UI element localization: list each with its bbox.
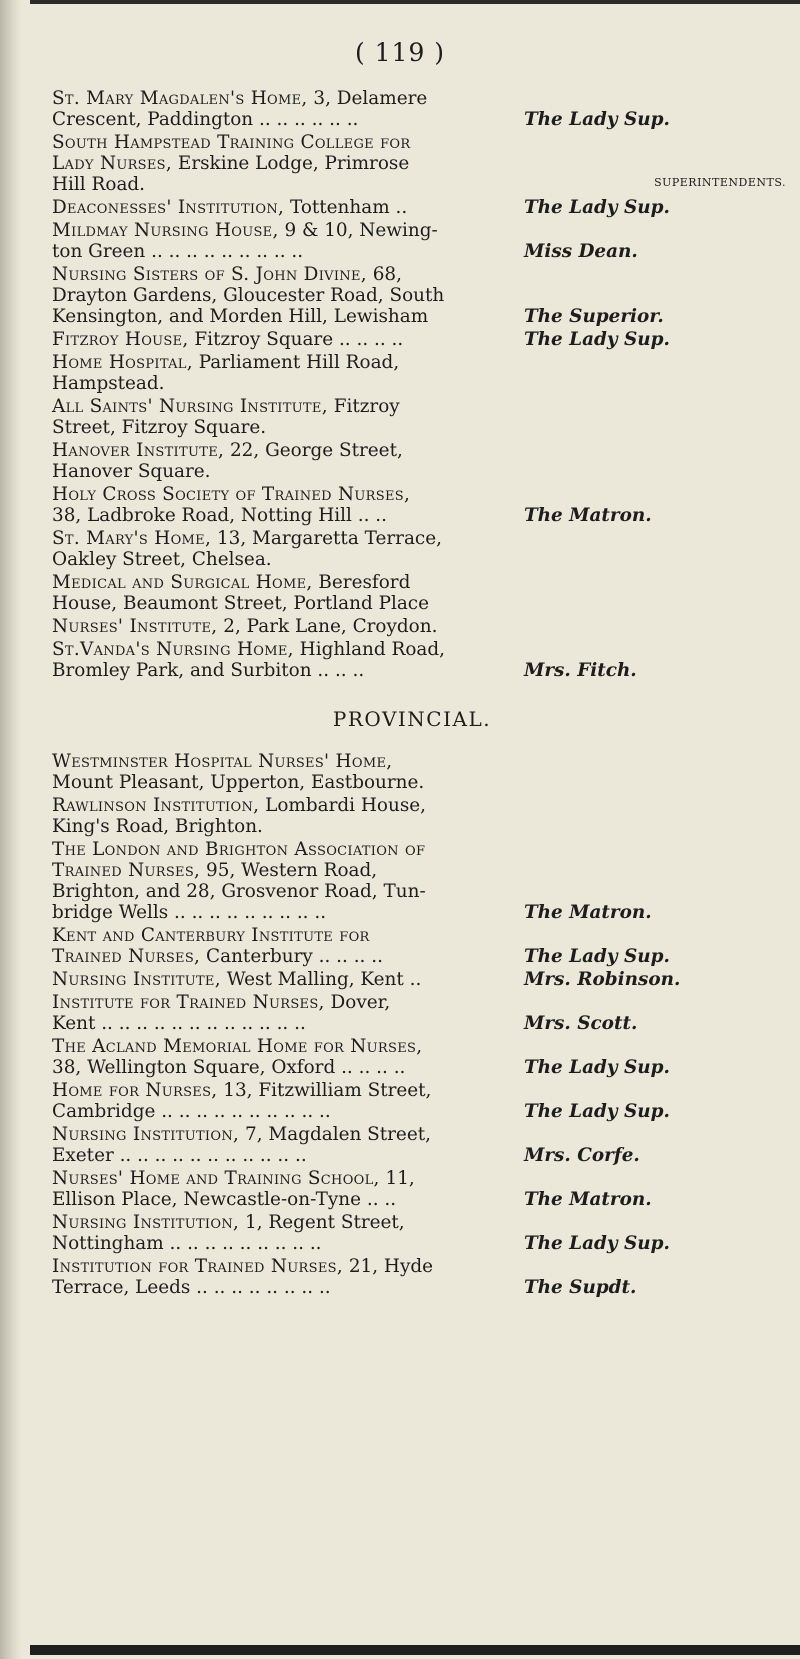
institution-name: The Acland Memorial Home for Nurses, — [52, 1036, 423, 1057]
provincial-section-title: PROVINCIAL. — [332, 707, 492, 731]
directory-entry — [52, 1256, 792, 1298]
directory-entry — [52, 1124, 792, 1166]
entry-line: Drayton Gardens, Gloucester Road, South — [52, 285, 445, 306]
superintendent: Miss Dean. — [524, 241, 638, 262]
directory-entry — [52, 572, 792, 614]
entry-line: Street, Fitzroy Square. — [52, 417, 267, 438]
directory-entry — [52, 1080, 792, 1122]
entry-line: 38, Wellington Square, Oxford .. .. .. .. — [52, 1057, 406, 1078]
superintendent: The Lady Sup. — [524, 1101, 670, 1122]
directory-entry — [52, 639, 792, 681]
directory-entry — [52, 1212, 792, 1254]
superintendent: Mrs. Robinson. — [524, 969, 681, 990]
entry-line: Lombardi House, — [259, 795, 426, 816]
superintendent: The Lady Sup. — [524, 946, 670, 967]
entry-text — [52, 1124, 514, 1166]
institution-name: Westminster Hospital Nurses' Home, — [52, 751, 393, 772]
superintendent: The Lady Sup. — [524, 329, 670, 350]
institution-name: Nurses' Institute, — [52, 616, 218, 637]
directory-entry — [52, 839, 792, 923]
entry-text — [52, 639, 514, 681]
directory-entry — [52, 925, 792, 967]
provincial-entries — [52, 751, 792, 1298]
institution-name: Nursing Institution, — [52, 1212, 240, 1233]
institution-name: Nursing Institution, — [52, 1124, 240, 1145]
entry-line: Hill Road. — [52, 174, 146, 195]
institution-name: Home Hospital, — [52, 352, 193, 373]
superintendent: The Lady Sup. — [524, 109, 670, 130]
institution-name: St. Mary's Home, — [52, 528, 212, 549]
entry-text — [52, 992, 514, 1034]
entry-line: King's Road, Brighton. — [52, 816, 263, 837]
entry-line: Crescent, Paddington .. .. .. .. .. .. — [52, 109, 359, 130]
entry-line: Fitzroy Square .. .. .. .. — [188, 329, 404, 350]
entry-line: Brighton, and 28, Grosvenor Road, Tun- — [52, 881, 426, 902]
superintendent: Mrs. Corfe. — [524, 1145, 640, 1166]
entry-text — [52, 440, 514, 482]
entry-line: Kent .. .. .. .. .. .. .. .. .. .. .. .. — [52, 1013, 306, 1034]
directory-entry — [52, 751, 792, 793]
entry-line: 9 & 10, Newing- — [278, 220, 438, 241]
entry-line: West Malling, Kent .. — [220, 969, 422, 990]
entry-line: 13, Fitzwilliam Street, — [217, 1080, 432, 1101]
entry-line: Terrace, Leeds .. .. .. .. .. .. .. .. — [52, 1277, 331, 1298]
institution-name: Hanover Institute, — [52, 440, 225, 461]
institution-name: Fitzroy House, — [52, 329, 189, 350]
entry-text — [52, 572, 514, 614]
entry-text — [52, 329, 514, 350]
entry-line: 11, — [379, 1168, 415, 1189]
directory-entry — [52, 264, 792, 327]
institution-name: Rawlinson Institution, — [52, 795, 260, 816]
entry-text — [52, 132, 514, 195]
institution-name: The London and Brighton Association of — [52, 839, 426, 860]
entry-line: Exeter .. .. .. .. .. .. .. .. .. .. .. — [52, 1145, 307, 1166]
entry-text — [52, 352, 514, 394]
superintendent: Mrs. Fitch. — [524, 660, 637, 681]
entry-line: 1, Regent Street, — [239, 1212, 405, 1233]
page-gutter-shadow — [0, 0, 22, 1659]
directory-entry — [52, 352, 792, 394]
entry-line: Hampstead. — [52, 373, 165, 394]
entry-line: bridge Wells .. .. .. .. .. .. .. .. .. — [52, 902, 327, 923]
entry-line: Nottingham .. .. .. .. .. .. .. .. .. — [52, 1233, 322, 1254]
directory-entry — [52, 1036, 792, 1078]
entry-line: 22, George Street, — [224, 440, 403, 461]
bottom-edge-rule — [30, 1645, 800, 1655]
directory-entry — [52, 1168, 792, 1210]
page-number: ( 119 ) — [354, 38, 446, 67]
entry-text — [52, 264, 514, 327]
directory-entry — [52, 616, 792, 637]
institution-name: Kent and Canterbury Institute for — [52, 925, 370, 946]
entry-text — [52, 751, 514, 793]
institution-name: Deaconesses' Institution, — [52, 197, 285, 218]
entry-line: Canterbury .. .. .. .. — [200, 946, 383, 967]
directory-column — [52, 88, 792, 1300]
superintendent: The Matron. — [524, 1189, 652, 1210]
entry-text — [52, 88, 514, 130]
entry-line: Cambridge .. .. .. .. .. .. .. .. .. .. — [52, 1101, 331, 1122]
institution-name: Nurses' Home and Training School, — [52, 1168, 380, 1189]
superintendent: The Lady Sup. — [524, 197, 670, 218]
entry-line: Tottenham .. — [284, 197, 408, 218]
superintendent: The Lady Sup. — [524, 1233, 670, 1254]
institution-name: Institution for Trained Nurses, — [52, 1256, 343, 1277]
entry-line: Oakley Street, Chelsea. — [52, 549, 272, 570]
entry-text — [52, 528, 514, 570]
entry-text — [52, 1212, 514, 1254]
directory-entry — [52, 484, 792, 526]
superintendent: The Matron. — [524, 902, 652, 923]
entry-line: 7, Magdalen Street, — [239, 1124, 431, 1145]
superintendent: Mrs. Scott. — [524, 1013, 638, 1034]
institution-name: Medical and Surgical Home, — [52, 572, 313, 593]
entry-line: 95, Western Road, — [200, 860, 378, 881]
entry-line: 2, Park Lane, Croydon. — [217, 616, 438, 637]
directory-entry — [52, 440, 792, 482]
entry-text — [52, 396, 514, 438]
entry-text — [52, 925, 514, 967]
directory-entry — [52, 220, 792, 262]
superintendent: The Matron. — [524, 505, 652, 526]
entry-line: 68, — [366, 264, 402, 285]
superintendent: The Supdt. — [524, 1277, 637, 1298]
entry-line: Beresford — [312, 572, 411, 593]
directory-entry — [52, 528, 792, 570]
directory-entry — [52, 969, 792, 990]
institution-name: Institute for Trained Nurses, — [52, 992, 325, 1013]
institution-name: Mildmay Nursing House, — [52, 220, 279, 241]
entry-line: Erskine Lodge, Primrose — [172, 153, 410, 174]
superintendents-header: SUPERINTENDENTS. — [654, 176, 786, 189]
entry-line: House, Beaumont Street, Portland Place — [52, 593, 429, 614]
institution-name: Nursing Institute, — [52, 969, 221, 990]
entry-text — [52, 1080, 514, 1122]
entry-text — [52, 969, 514, 990]
entry-line: Parliament Hill Road, — [192, 352, 400, 373]
directory-entry — [52, 992, 792, 1034]
entry-line: Kensington, and Morden Hill, Lewisham — [52, 306, 429, 327]
entry-text — [52, 484, 514, 526]
institution-name: Home for Nurses, — [52, 1080, 218, 1101]
entry-line: Ellison Place, Newcastle-on-Tyne .. .. — [52, 1189, 397, 1210]
entry-text — [52, 795, 514, 837]
entry-text — [52, 1256, 514, 1298]
directory-entry — [52, 396, 792, 438]
superintendent: The Superior. — [524, 306, 664, 327]
institution-name: St.Vanda's Nursing Home, — [52, 639, 294, 660]
entry-text — [52, 616, 514, 637]
directory-entry — [52, 197, 792, 218]
entry-line: 21, Hyde — [342, 1256, 434, 1277]
institution-name: South Hampstead Training College for — [52, 132, 411, 153]
entry-line: Hanover Square. — [52, 461, 211, 482]
entry-line: 3, Delamere — [307, 88, 428, 109]
entry-text — [52, 1168, 514, 1210]
entry-line: ton Green .. .. .. .. .. .. .. .. .. — [52, 241, 304, 262]
entry-text — [52, 1036, 514, 1078]
entry-line: Fitzroy — [327, 396, 400, 417]
entry-line: Dover, — [324, 992, 391, 1013]
superintendent: The Lady Sup. — [524, 1057, 670, 1078]
entry-text — [52, 197, 514, 218]
entry-text — [52, 839, 514, 923]
entry-line: Highland Road, — [293, 639, 446, 660]
entry-line: 38, Ladbroke Road, Notting Hill .. .. — [52, 505, 387, 526]
entry-line: 13, Margaretta Terrace, — [211, 528, 442, 549]
entry-line: Bromley Park, and Surbiton .. .. .. — [52, 660, 365, 681]
directory-entry — [52, 88, 792, 130]
institution-name: Holy Cross Society of Trained Nurses, — [52, 484, 411, 505]
institution-name: Nursing Sisters of S. John Divine, — [52, 264, 367, 285]
top-edge-rule — [30, 0, 800, 4]
entry-text — [52, 220, 514, 262]
entry-line: Lady Nurses, — [52, 153, 173, 174]
entry-line: Trained Nurses, — [52, 946, 201, 967]
entry-line: Mount Pleasant, Upperton, Eastbourne. — [52, 772, 425, 793]
entry-line: Trained Nurses, — [52, 860, 201, 881]
institution-name: St. Mary Magdalen's Home, — [52, 88, 308, 109]
institution-name: All Saints' Nursing Institute, — [52, 396, 328, 417]
directory-entry — [52, 795, 792, 837]
directory-entry — [52, 329, 792, 350]
